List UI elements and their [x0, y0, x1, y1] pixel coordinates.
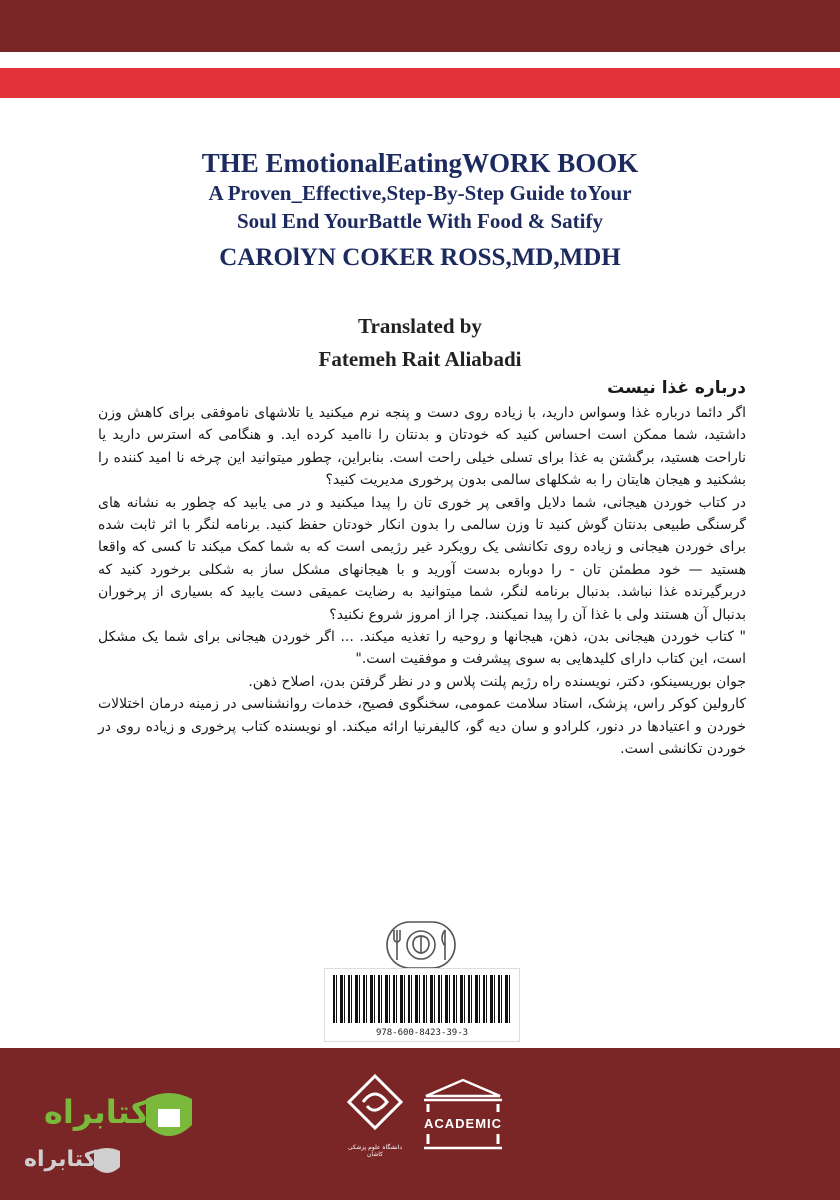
book-author: CAROlYN COKER ROSS,MD,MDH [219, 244, 621, 271]
section-heading: درباره غذا نیست [607, 378, 746, 398]
watermark [8, 1085, 208, 1195]
endorsement-quote: " کتاب خوردن هیجانی بدن، ذهن، هیجانها و روحیه را تغذیه میکند. ... اگر خوردن هیجانی برای شما یک مشکل است، این کتاب دارای کلیدهایی به سوی پیشرفت و موفقیت است." [98, 629, 746, 668]
university-emblem-icon [345, 1072, 405, 1142]
book-title: THE EmotionalEatingWORK BOOK [201, 148, 639, 178]
university-logo [345, 1072, 405, 1158]
endorsement-author: جوان بوریسینکو، دکتر، نویسنده راه رژیم پلنت پلاس و در نظر گرفتن بدن، اصلاح ذهن. [248, 673, 746, 690]
watermark-text-secondary: کتابراه [24, 1147, 97, 1172]
translator-name: Fatemeh Rait Aliabadi [318, 347, 522, 371]
isbn-number: 978-600-8423-39-3 [375, 1028, 469, 1038]
university-name: دانشگاه علوم پزشکی کاشان [347, 1144, 403, 1158]
translated-by-label: Translated by [358, 314, 482, 338]
book-subtitle-line1: A Proven_Effective,Step-By-Step Guide toYour [208, 181, 632, 205]
plate-fork-knife-brain-icon [385, 920, 457, 970]
author-bio: کارولین کوکر راس، پزشک، استاد سلامت عمومی، سخنگوی فصیح، خدمات روانشناسی در زمینه درمان اختلالات خوردن و اعتیادها در دنور، کلرادو و سان دیه گو، کالیفرنیا ارائه میکند. او نویسنده کتاب پرخوری و زیاده روی در خوردن تکانشی است. [98, 696, 746, 758]
paragraph-intro: اگر دائما درباره غذا وسواس دارید، با زیاده روی دست و پنجه نرم میکنید یا تلاشهای ناموفقی برای کاهش وزن داشتید، شما ممکن است احساس کنید که خودتان و بدنتان را ناامید کرده اید. و هنگامی که استرس دارید یا ناراحت هستید، برگشتن به غذا برای تسلی خیلی راحت است. بنابراین، چطور میتوانید این چرخه نا امید کننده را بشکنید و هیجان هایتان را به شکلهای سالمی بدون پرخوری مدیریت کنید؟ [98, 405, 746, 489]
academic-label: ACADEMIC [424, 1116, 503, 1131]
isbn-barcode [324, 968, 520, 1042]
barcode-bars [333, 975, 511, 1023]
paragraph-program: در کتاب خوردن هیجانی، شما دلایل واقعی پر خوری تان را پیدا میکنید و در می یابید که چطور به نشانه های گرسنگی طبیعی بدنتان گوش کنید تا وزن سالمی را بدون انکار خودتان حفظ کنید. برنامه لنگر با اثر ثابت شده برای خوردن هیجانی و زیاده روی تکانشی یک رویکرد غیر رژیمی است که به شما کمک میکند تا کسی که واقعا هستید — خود مطمئن تان - را دوباره بدست آورید و با هیجانهای مشکل ساز به شکلی برخورد کنید که دربرگیرنده غذا نباشد. بدنبال برنامه لنگر، شما میتوانید به رضایت عمیقی دست یابید که بسیاری از پرخوران بدنبال آن هستند ولی با غذا آن را پیدا نمیکنند. چرا از امروز شروع نکنید؟ [98, 494, 746, 623]
academic-logo [418, 1074, 508, 1166]
back-cover-text [98, 376, 746, 761]
title-block [0, 148, 840, 273]
translation-block [0, 310, 840, 376]
watermark-text: کتابراه [44, 1093, 150, 1131]
book-subtitle-line2: Soul End YourBattle With Food & Satify [236, 209, 603, 233]
top-red-stripe [0, 68, 840, 98]
top-maroon-band [0, 0, 840, 52]
